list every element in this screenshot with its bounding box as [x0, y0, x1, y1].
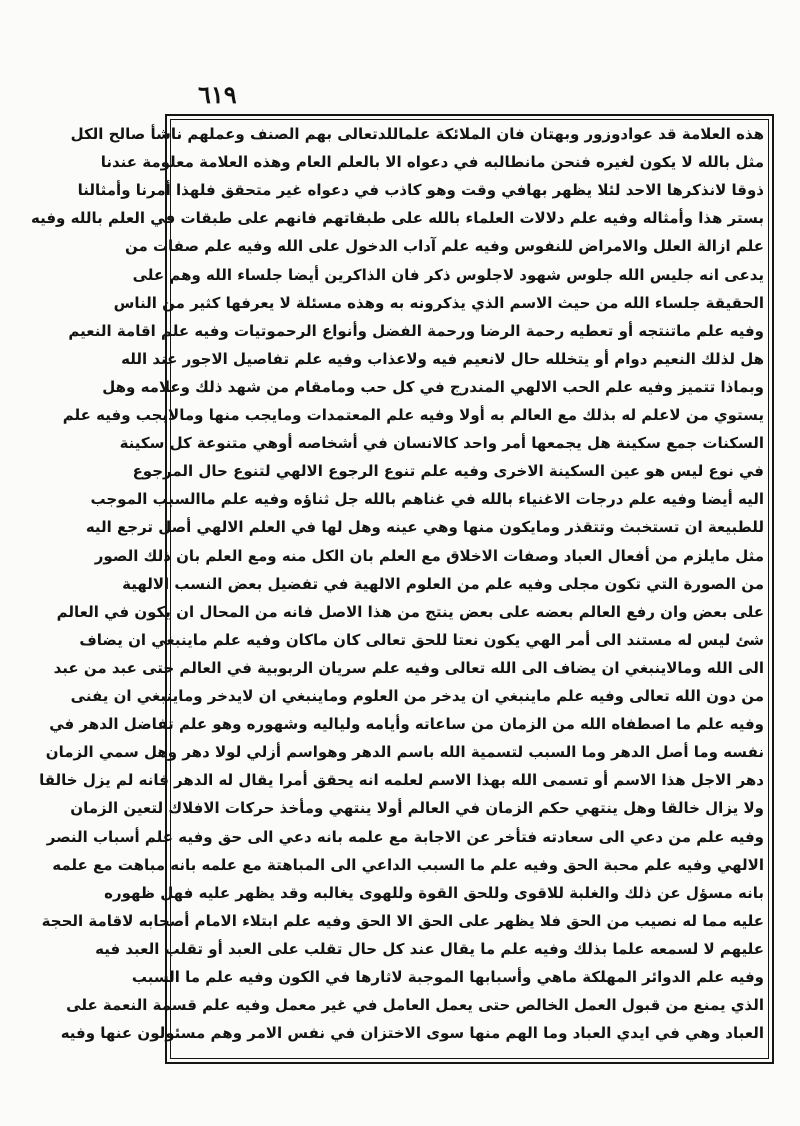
text-line: وبماذا تتميز وفيه علم الحب الالهي المندرج في كل حب ومامقام من شهد ذلك وعلامه وهل	[102, 377, 764, 396]
arabic-text-block	[31, 122, 764, 1056]
text-line: مثل بالله لا يكون لغيره فنحن مانطالبه في دعواه الا بالعلم العام وهذه العلامة معلومة عندنا	[100, 153, 764, 172]
text-line: من دون الله تعالى وفيه علم ماينبغي ان يدخر من العلوم وماينبغي ان لايدخر وماينبغي ان يفنى	[70, 687, 764, 705]
text-line: وفيه علم من دعي الى سعادته فتأخر عن الاجابة مع علمه بانه دعي الى حق وفيه علم أسباب النصر	[46, 827, 764, 846]
text-line: عليهم لا لسمعه علما بذلك وفيه علم ما يقال عند كل حال تقلب على العبد أو تقلب العبد فيه	[95, 939, 764, 958]
text-line: دهر الاجل هذا الاسم أو تسمى الله بهذا الاسم لعلمه انه يحقق أمرا يقال له الدهر فانه لم يزل خالقا	[39, 771, 764, 790]
text-line: وفيه علم الدوائر المهلكة ماهي وأسبابها الموجبة لاثارها في الكون وفيه علم ما السبب	[131, 968, 764, 986]
text-line: وفيه علم ماتنتجه أو تعطيه رحمة الرضا ورحمة الفضل وأنواع الرحموتيات وفيه علم اقامة النعيم	[68, 321, 764, 340]
text-line: مثل مايلزم من أفعال العباد وصفات الاخلاق مع العلم بان الكل منه ومع العلم بان ذلك الصور	[94, 546, 764, 565]
text-line: ذوقا لانذكرها الاحد لئلا يظهر بهافي وقت وهو كاذب في دعواه غير متحقق فلهذا أمرنا وأمثالنا	[77, 181, 764, 200]
text-line: بانه مسؤل عن ذلك والغلبة للاقوى وللحق القوة وللهوى يغالبه وقد يظهر عليه فهل ظهوره	[104, 883, 764, 902]
text-line: الالهي وفيه علم محبة الحق وفيه علم ما السبب الداعي الى المباهتة مع علمه بانه مباهت مع علمه	[52, 855, 764, 874]
text-line: هذه العلامة قد عوادوزور وبهتان فان الملائكة علماللدتعالى بهم الصنف وعملهم ناشأ صالح الكل	[70, 125, 764, 143]
text-line: على بعض وان رفع العالم بعضه على بعض ينتج من هذا الاصل فانه من المحال ان يكون في العالم	[56, 602, 764, 621]
text-line: نفسه وما أصل الدهر وما السبب لتسمية الله باسم الدهر وهواسم أزلي لولا دهر وهل سمي الزمان	[45, 743, 764, 762]
text-line: ولا يزال خالقا وهل ينتهي حكم الزمان في العالم أولا ينتهي ومأخذ حركات الافلاك لتعين الزمان	[70, 799, 764, 818]
text-line: في نوع ليس هو عين السكينة الاخرى وفيه علم تنوع الرجوع الالهي لتنوع حال المرجوع	[132, 462, 764, 481]
text-line: العباد وهي في ايدي العباد وما الهم منها سوى الاختزان في نفس الامر وهم مسئولون عنها وفيه	[60, 1024, 764, 1043]
text-line: السكنات جمع سكينة هل يجمعها أمر واحد كالانسان في أشخاصه أوهي متنوعة كل سكينة	[119, 434, 764, 453]
text-line: هل لذلك النعيم دوام أو يتخلله حال لانعيم فيه ولاعذاب وفيه علم تفاصيل الاجور عند الله	[121, 349, 764, 368]
text-line: عليه مما له نصيب من الحق فلا يظهر على الحق الا الحق وفيه علم ابتلاء الامام أصحابه لاقامة الحجة	[41, 911, 764, 930]
text-line: علم ازالة العلل والامراض للنفوس وفيه علم آداب الدخول على الله وفيه علم صفات من	[124, 237, 764, 256]
page-number: ٦١٩	[198, 80, 237, 109]
text-line: الى الله ومالاينبغي ان يضاف الى الله تعالى وفيه علم سريان الربوبية في العالم حتى عبد من عبد	[53, 658, 764, 677]
text-line: اليه أيضا وفيه علم درجات الاغنياء بالله في غناهم بالله جل ثناؤه وفيه علم ماالسبب الموجب	[90, 490, 764, 509]
text-line: وفيه علم ما اصطفاه الله من الزمان من ساعاته وأيامه ولياليه وشهوره وهو علم تفاضل الدهر في	[49, 715, 764, 734]
text-line: الذي يمنع من قبول العمل الخالص حتى يعمل العامل في غير معمل وفيه علم قسمة النعمة على	[66, 996, 764, 1015]
text-line: يستوي من لاعلم له بذلك مع العالم به أولا وفيه علم المعتمدات ومايجب منها ومالايجب وفيه علم	[62, 406, 764, 424]
text-line: من الصورة التي تكون مجلى وفيه علم من العلوم الالهية في تفضيل بعض النسب الالهية	[122, 574, 764, 593]
text-line: للطبيعة ان تستخبث وتتقذر ومايكون منها وهي عينه وهل لها في العلم الالهي أصل ترجع اليه	[85, 518, 764, 537]
text-line: الحقيقة جلساء الله من حيث الاسم الذي يذكرونه به وهذه مسئلة لا يعرفها كثير من الناس	[113, 293, 764, 312]
text-line: شئ ليس له مستند الى أمر الهي يكون نعتا للحق تعالى كان ماكان وفيه علم ماينبغي ان يضاف	[79, 630, 764, 649]
text-line: يدعى انه جليس الله جلوس شهود لاجلوس ذكر فان الذاكرين أيضا جلساء الله وهم على	[132, 265, 764, 284]
text-line: بستر هذا وأمثاله وفيه علم دلالات العلماء بالله على طبقاتهم فانهم على طبقات في العلم بالله وفيه	[31, 209, 764, 228]
